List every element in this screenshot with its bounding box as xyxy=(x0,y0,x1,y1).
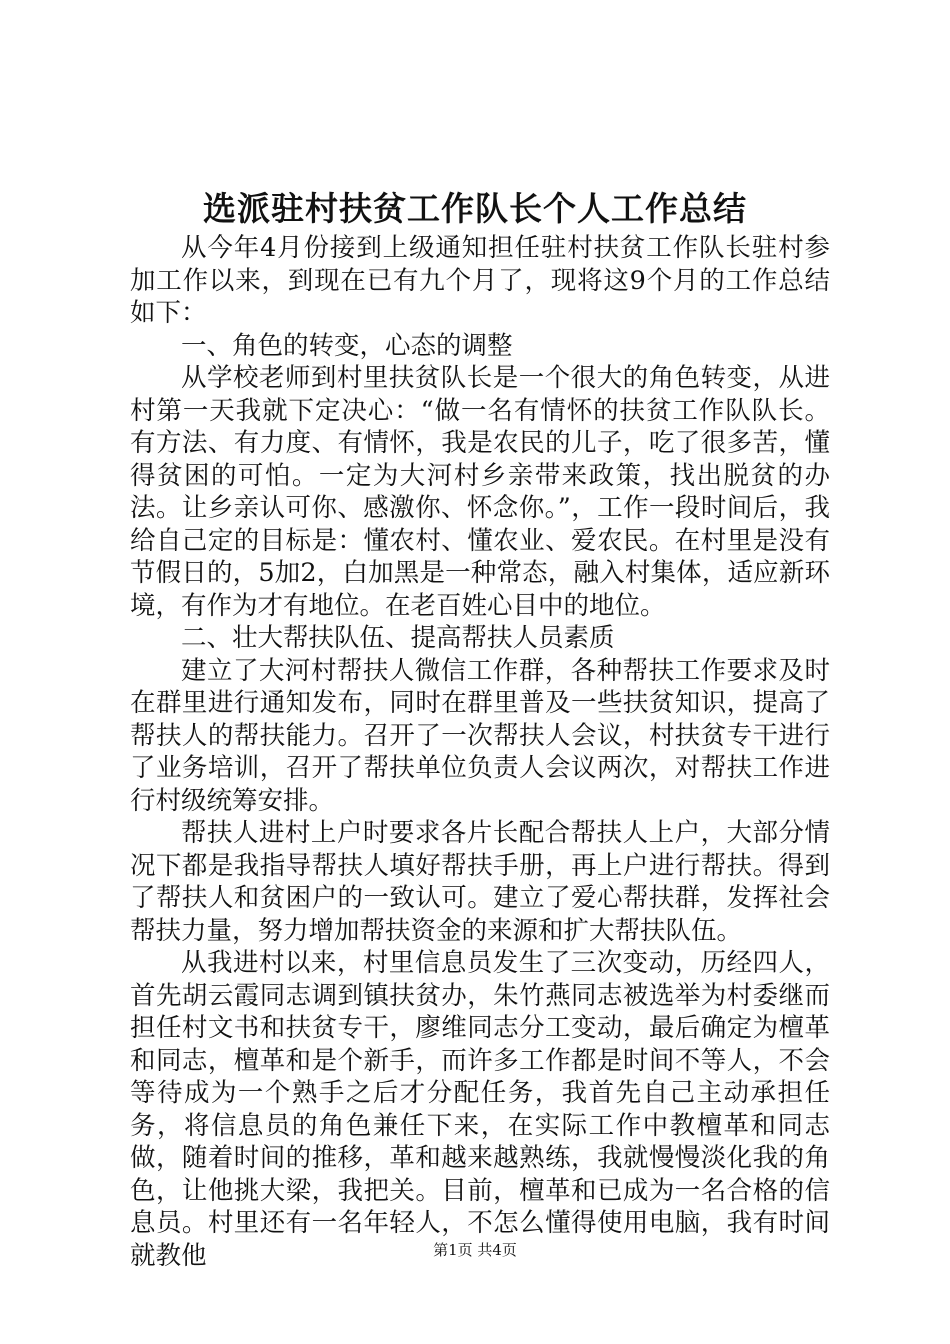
document-title: 选派驻村扶贫工作队长个人工作总结 xyxy=(203,189,747,228)
section-heading-1: 一、角色的转变，心态的调整 xyxy=(181,330,513,361)
page-footer: 第1页 共4页 xyxy=(433,1241,517,1259)
section-heading-2: 二、壮大帮扶队伍、提高帮扶人员素质 xyxy=(181,623,615,653)
document-body xyxy=(130,232,830,1272)
paragraph-household-visits: 帮扶人进村上户时要求各片长配合帮扶人上户，大部分情况下都是我指导帮扶人填好帮扶手册，再上户进行帮扶。得到了帮扶人和贫困户的一致认可。建立了爱心帮扶群，发挥社会帮扶力量，努力增加帮扶资金的来源和扩大帮扶队伍。 xyxy=(130,818,830,946)
paragraph-wechat-group: 建立了大河村帮扶人微信工作群，各种帮扶工作要求及时在群里进行通知发布，同时在群里普及一些扶贫知识，提高了帮扶人的帮扶能力。召开了一次帮扶人会议，村扶贫专干进行了业务培训，召开了帮扶单位负责人会议两次，对帮扶工作进行村级统筹安排。 xyxy=(130,655,830,816)
paragraph-role-change: 从学校老师到村里扶贫队长是一个很大的角色转变，从进村第一天我就下定决心：“做一名有情怀的扶贫工作队队长。有方法、有力度、有情怀，我是农民的儿子，吃了很多苦，懂得贫困的可怕。一定为大河村乡亲带来政策，找出脱贫的办法。让乡亲认可你、感激你、怀念你。”，工作一段时间后，我给自己定的目标是：懂农村、懂农业、爱农民。在村里是没有节假日的，5加2，白加黑是一种常态，融入村集体，适应新环境，有作为才有地位。在老百姓心目中的地位。 xyxy=(130,363,830,621)
paragraph-intro: 从今年4月份接到上级通知担任驻村扶贫工作队长驻村参加工作以来，到现在已有九个月了，现将这9个月的工作总结如下： xyxy=(130,233,830,328)
paragraph-info-officer: 从我进村以来，村里信息员发生了三次变动，历经四人，首先胡云霞同志调到镇扶贫办，朱竹燕同志被选举为村委继而担任村文书和扶贫专干，廖维同志分工变动，最后确定为檀革和同志，檀革和是个新手，而许多工作都是时间不等人，不会等待成为一个熟手之后才分配任务，我首先自己主动承担任务，将信息员的角色兼任下来，在实际工作中教檀革和同志做，随着时间的推移，革和越来越熟练，我就慢慢淡化我的角色，让他挑大梁，我把关。目前，檀革和已成为一名合格的信息员。村里还有一名年轻人，不怎么懂得使用电脑，我有时间就教他 xyxy=(130,948,830,1271)
